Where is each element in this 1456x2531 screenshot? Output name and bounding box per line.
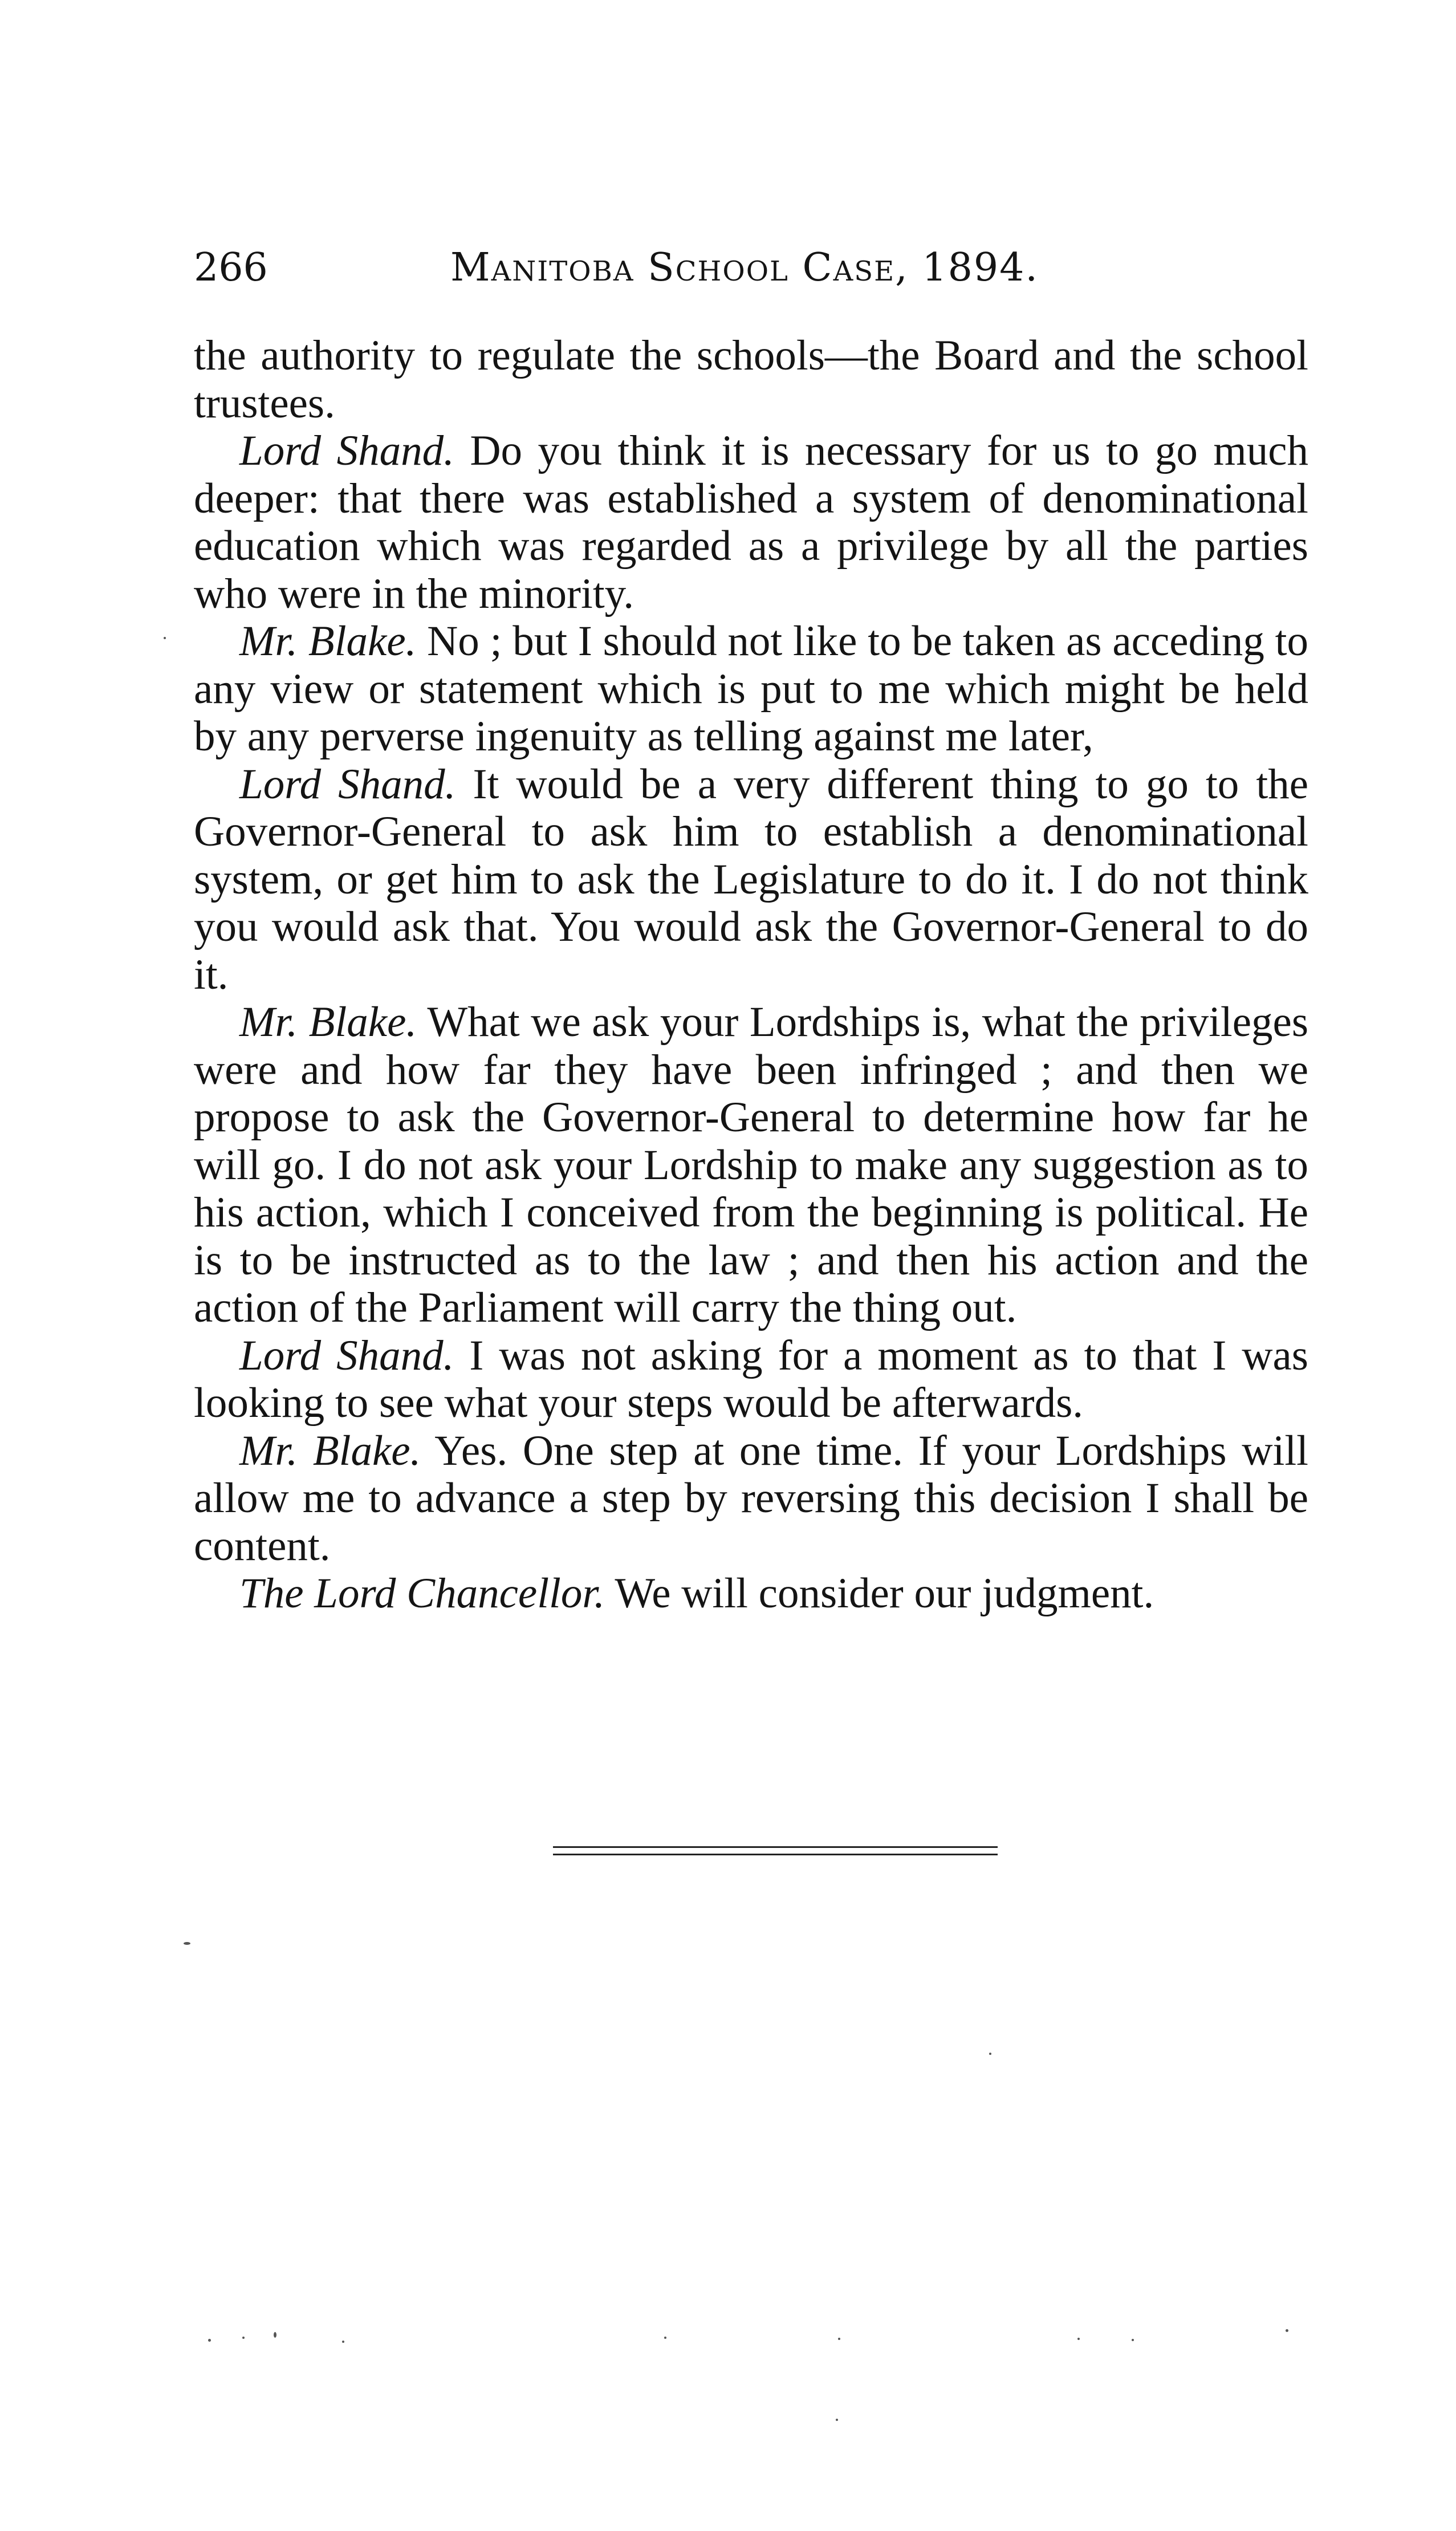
scan-speck (664, 2337, 666, 2339)
paragraph (194, 1570, 1308, 1618)
scan-speck (1077, 2338, 1080, 2340)
speaker-name: The Lord Chancellor. (239, 1570, 605, 1617)
speaker-name: Lord Shand. (239, 1331, 454, 1379)
paragraph (194, 427, 1308, 617)
scan-speck (242, 2337, 245, 2339)
running-title: Manitoba School Case, 1894. (450, 245, 1039, 290)
scan-speck (1286, 2329, 1288, 2332)
page-header (194, 239, 1288, 296)
paragraph-text: the authority to regulate the schools—the Board and the school trustees. (194, 332, 1308, 427)
paragraph (194, 998, 1308, 1332)
scan-speck (274, 2332, 276, 2338)
paragraph-text: It would be a very different thing to go to the Governor-General to ask him to establish a denominational system, or get him to ask the Legislature to do it. I do not think you would ask that. You would ask the Governor-General to do it. (194, 760, 1308, 998)
rule-line (553, 1854, 998, 1855)
paragraph (194, 1427, 1308, 1570)
scan-speck (342, 2341, 344, 2343)
paragraph (194, 617, 1308, 761)
scan-speck (164, 637, 166, 639)
paragraph-text: Do you think it is necessary for us to go much deeper: that there was established a system of denominational education which was regarded as a privilege by all the parties who were in the minority. (194, 427, 1308, 617)
paragraph (194, 1332, 1308, 1427)
speaker-name: Lord Shand. (239, 427, 454, 474)
paragraph-text: What we ask your Lordships is, what the privileges were and how far they have been infringed ; and then we propose to ask the Governor-General to determine how far he will go. I do not ask your Lordship to make any suggestion as to his action, which I conceived from the beginning is political. He is to be instructed as to the law ; and then his action and the action of the Parliament will carry the thing out. (194, 998, 1309, 1331)
scan-speck (184, 1942, 190, 1945)
paragraph-text: I was not asking for a moment as to that I was looking to see what your steps would be afterwards. (194, 1331, 1308, 1427)
speaker-name: Mr. Blake. (239, 617, 417, 665)
paragraph (194, 332, 1308, 427)
scan-speck (1132, 2339, 1134, 2341)
scan-speck (838, 2338, 840, 2340)
page-number: 266 (194, 245, 268, 290)
paragraph (194, 761, 1308, 999)
scan-speck (836, 2419, 838, 2421)
section-end-double-rule (553, 1846, 998, 1855)
body-text (194, 332, 1308, 1618)
paragraph-text: Yes. One step at one time. If your Lordships will allow me to advance a step by reversing this decision I shall be content. (194, 1427, 1308, 1570)
speaker-name: Mr. Blake. (239, 1427, 421, 1474)
scan-speck (208, 2339, 211, 2342)
speaker-name: Lord Shand. (239, 760, 456, 808)
rule-line (553, 1846, 998, 1848)
paragraph-text: No ; but I should not like to be taken as acceding to any view or statement which is put to me which might be held by any perverse ingenuity as telling against me later, (194, 617, 1308, 760)
paragraph-text: We will consider our judgment. (605, 1570, 1154, 1617)
scan-speck (989, 2053, 991, 2055)
speaker-name: Mr. Blake. (239, 998, 417, 1046)
